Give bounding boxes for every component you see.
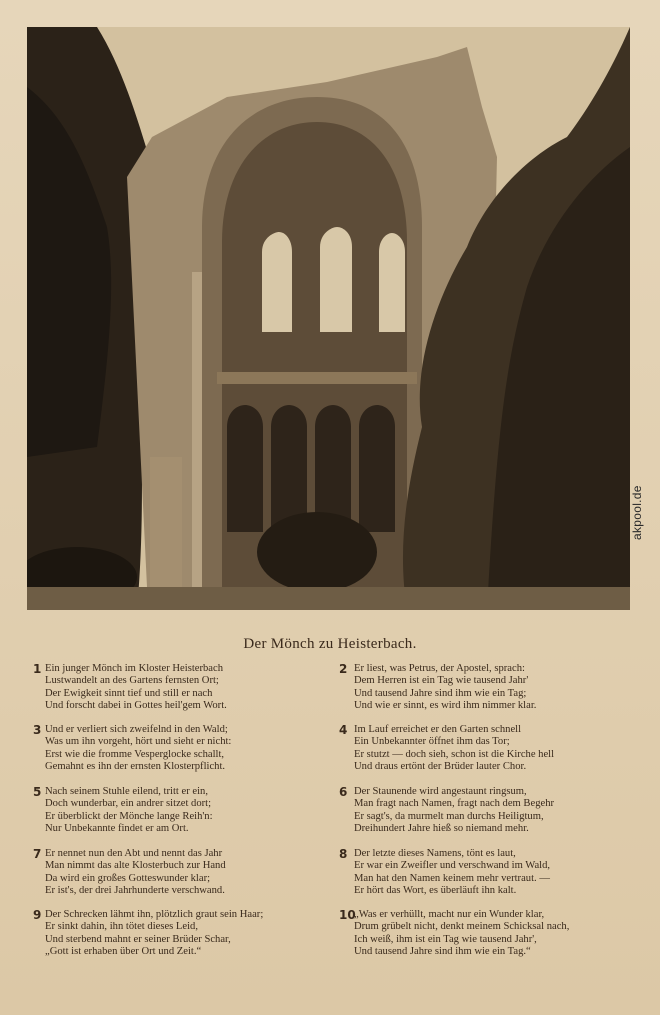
verse-line: Und tausend Jahre sind ihm wie ein Tag.“ xyxy=(354,945,531,957)
verse-line: Er nennet nun den Abt und nennt das Jahr xyxy=(45,848,223,859)
verse-line: Ein junger Mönch im Kloster Heisterbach xyxy=(45,663,223,674)
verse-line: Und sterbend mahnt er seiner Brüder Schar, xyxy=(45,933,231,945)
stanza-4 xyxy=(339,723,654,773)
verse-line: „Was er verhüllt, macht nur ein Wunder klar, xyxy=(354,909,545,920)
stanza-number: 7 xyxy=(33,847,42,861)
stanza-1 xyxy=(33,662,348,712)
stanza-number: 4 xyxy=(339,723,348,737)
verse-line: Drum grübelt nicht, denkt meinem Schicksal nach, xyxy=(354,921,570,933)
verse-line: Er hört das Wort, es überläuft ihn kalt. xyxy=(354,884,517,896)
verse-line: Im Lauf erreichet er den Garten schnell xyxy=(354,724,522,735)
verse-line: Der Schrecken lähmt ihn, plötzlich graut sein Haar; xyxy=(45,909,264,920)
verse-line: Und wie er sinnt, es wird ihm nimmer klar. xyxy=(354,699,537,711)
verse-line: Und er verliert sich zweifelnd in den Wald; xyxy=(45,724,228,735)
verse-line: Er sinkt dahin, ihn tötet dieses Leid, xyxy=(45,921,198,933)
stanza-2 xyxy=(339,662,654,712)
stanza-6 xyxy=(339,785,654,835)
ruin-illustration xyxy=(27,27,630,610)
verse-line: Doch wunderbar, ein andrer sitzet dort; xyxy=(45,798,212,810)
stanza-number: 6 xyxy=(339,785,348,799)
verse-line: Nach seinem Stuhle eilend, tritt er ein, xyxy=(45,786,208,797)
stanza-5 xyxy=(33,785,348,835)
verse-line: „Gott ist erhaben über Ort und Zeit.“ xyxy=(45,945,202,957)
stanza-number: 9 xyxy=(33,908,42,922)
stanza-10 xyxy=(339,908,654,958)
watermark-text: akpool.de xyxy=(630,485,644,540)
verse-line: Der letzte dieses Namens, tönt es laut, xyxy=(354,848,516,859)
verse-line: Er stutzt — doch sieh, schon ist die Kirche hell xyxy=(354,748,555,760)
verse-line: Da wird ein großes Gotteswunder klar; xyxy=(45,872,211,884)
verse-line: Der Ewigkeit sinnt tief und still er nach xyxy=(45,687,213,699)
verse-line: Und tausend Jahre sind ihm wie ein Tag; xyxy=(354,687,527,699)
stanza-number: 1 xyxy=(33,662,42,676)
poem-title: Der Mönch zu Heisterbach. xyxy=(243,636,417,652)
verse-line: Und forscht dabei in Gottes heil'gem Wort. xyxy=(45,699,227,711)
verse-line: Ein Unbekannter öffnet ihm das Tor; xyxy=(354,736,510,748)
stanza-number: 5 xyxy=(33,785,42,799)
stanza-number: 3 xyxy=(33,723,42,737)
verse-line: Dreihundert Jahre hieß so niemand mehr. xyxy=(354,822,529,834)
verse-line: Und draus ertönt der Brüder lauter Chor. xyxy=(354,760,527,772)
stanza-9 xyxy=(33,908,345,958)
verse-line: Nur Unbekannte findet er am Ort. xyxy=(45,822,189,834)
verse-line: Er war ein Zweifler und verschwand im Wald, xyxy=(354,860,551,872)
verse-line: Der Staunende wird angestaunt ringsum, xyxy=(354,786,527,797)
verse-line: Er liest, was Petrus, der Apostel, sprach: xyxy=(354,663,525,674)
stanza-8 xyxy=(339,847,654,897)
verse-line: Er ist's, der drei Jahrhunderte verschwand. xyxy=(45,884,225,896)
verse-line: Was um ihn vorgeht, hört und sieht er nicht: xyxy=(45,736,232,748)
verse-line: Man fragt nach Namen, fragt nach dem Begehr xyxy=(354,798,555,810)
verse-line: Dem Herren ist ein Tag wie tausend Jahr' xyxy=(354,675,529,687)
verse-line: Er überblickt der Mönche lange Reih'n: xyxy=(45,810,213,822)
verse-line: Lustwandelt an des Gartens fernsten Ort; xyxy=(45,675,219,687)
verse-line: Er sagt's, da murmelt man durchs Heiligtum, xyxy=(354,810,544,822)
verse-line: Man hat den Namen keinem mehr vertraut. — xyxy=(354,872,550,884)
stanza-3 xyxy=(33,723,348,773)
stanza-7 xyxy=(33,847,348,897)
stanza-number: 2 xyxy=(339,662,348,676)
verse-line: Erst wie die fromme Vesperglocke schallt, xyxy=(45,748,225,760)
verse-line: Man nimmt das alte Klosterbuch zur Hand xyxy=(45,860,226,872)
stanza-number: 10 xyxy=(339,908,356,922)
verse-line: Ich weiß, ihm ist ein Tag wie tausend Jahr', xyxy=(354,933,537,945)
abbey-ruin-photo xyxy=(27,27,630,610)
verse-line: Gemahnt es ihn der ernsten Klosterpflicht. xyxy=(45,760,226,772)
stanza-number: 8 xyxy=(339,847,348,861)
